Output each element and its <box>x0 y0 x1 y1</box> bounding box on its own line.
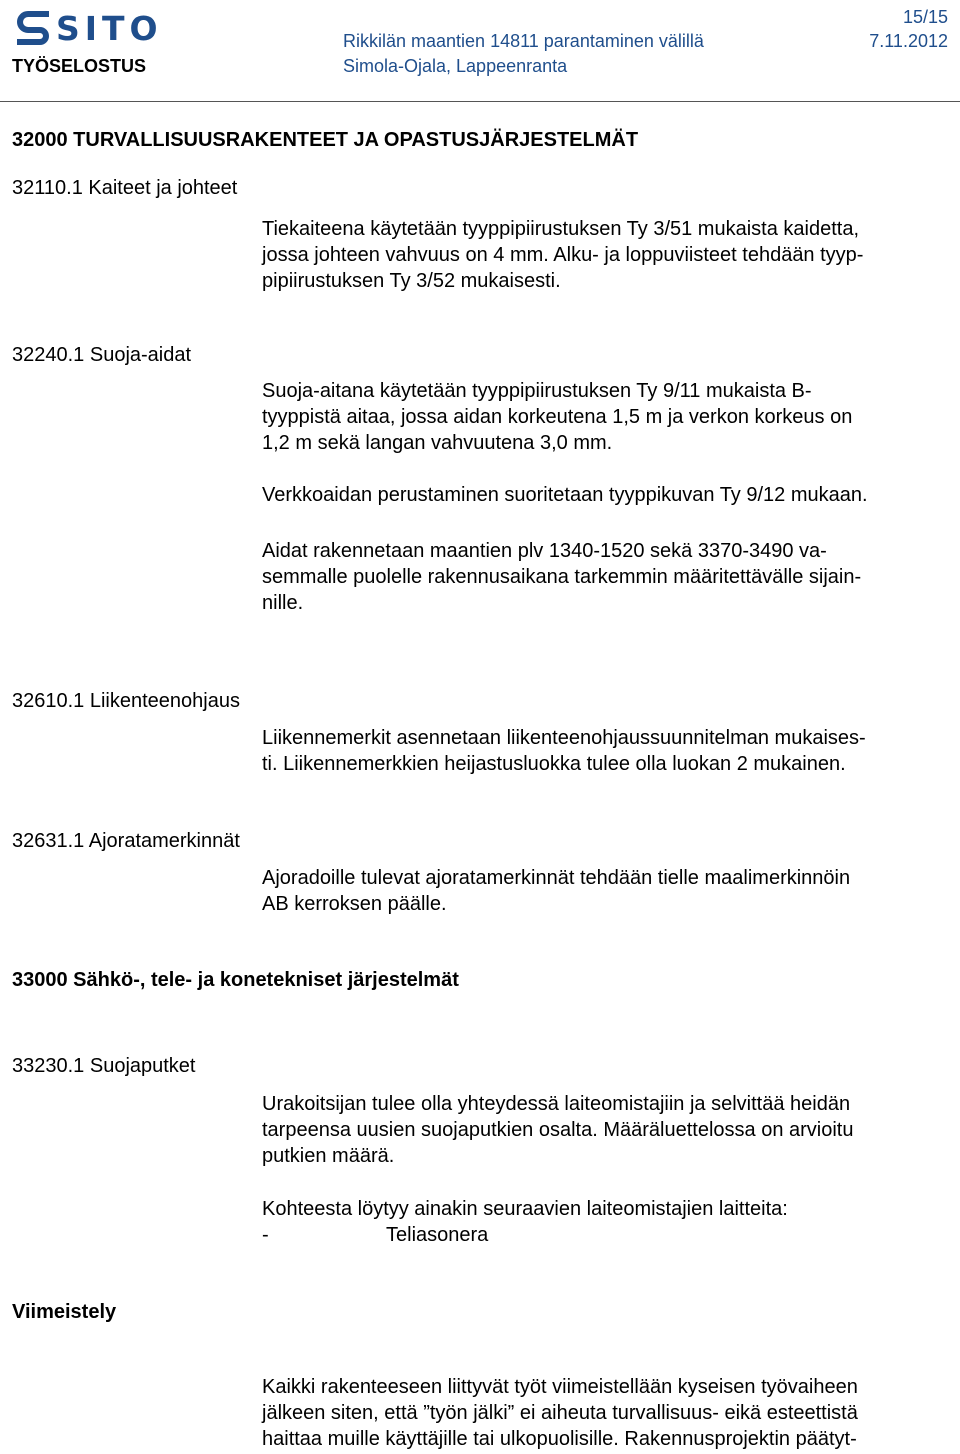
sito-logo <box>14 8 163 48</box>
list-dash: - <box>262 1224 269 1246</box>
text-line: AB kerroksen päälle. <box>262 893 447 915</box>
text-line: tarpeensa uusien suojaputkien osalta. Määräluettelossa on arvioitu <box>262 1119 854 1141</box>
paragraph-kaiteet <box>262 216 960 294</box>
heading-viimeistely: Viimeistely <box>12 1301 117 1323</box>
paragraph-suojaputket-2 <box>262 1196 960 1222</box>
section-title-suoja-aidat: 32240.1 Suoja-aidat <box>12 344 192 366</box>
paragraph-liikenteenohjaus <box>262 725 960 777</box>
text-line: Kaikki rakenteeseen liittyvät työt viimeistellään kyseisen työvaiheen <box>262 1376 858 1398</box>
text-line: 1,2 m sekä langan vahvuutena 3,0 mm. <box>262 432 613 454</box>
section-title-suojaputket: 33230.1 Suojaputket <box>12 1055 196 1077</box>
text-line: Ajoradoille tulevat ajoratamerkinnät tehdään tielle maalimerkinnöin <box>262 867 851 889</box>
text-line: Verkkoaidan perustaminen suoritetaan tyyppikuvan Ty 9/12 mukaan. <box>262 484 868 506</box>
paragraph-suojaputket-1 <box>262 1091 960 1169</box>
text-line: Suoja-aitana käytetään tyyppipiirustuksen Ty 9/11 mukaista B- <box>262 380 812 402</box>
text-line: jossa johteen vahvuus on 4 mm. Alku- ja loppuviisteet tehdään tyyp- <box>262 244 864 266</box>
section-title-kaiteet: 32110.1 Kaiteet ja johteet <box>12 177 238 199</box>
heading-turvallisuus: 32000 TURVALLISUUSRAKENTEET JA OPASTUSJÄRJESTELMÄT <box>12 129 639 151</box>
list-item-teliasonera: Teliasonera <box>386 1224 489 1246</box>
text-line: Aidat rakennetaan maantien plv 1340-1520 sekä 3370-3490 va- <box>262 540 827 562</box>
paragraph-viimeistely <box>262 1374 960 1452</box>
project-title: Rikkilän maantien 14811 parantaminen välillä <box>343 31 704 51</box>
header-divider <box>0 101 960 102</box>
text-line: nille. <box>262 592 304 614</box>
sito-logo-icon <box>14 8 54 48</box>
doc-type: TYÖSELOSTUS <box>12 56 147 76</box>
text-line: putkien määrä. <box>262 1145 395 1167</box>
text-line: haittaa muille käyttäjille tai ulkopuolisille. Rakennusprojektin päätyt- <box>262 1428 857 1450</box>
heading-sahko: 33000 Sähkö-, tele- ja konetekniset järjestelmät <box>12 969 459 991</box>
text-line: tyyppistä aitaa, jossa aidan korkeutena 1,5 m ja verkon korkeus on <box>262 406 853 428</box>
section-title-ajoratamerkinnat: 32631.1 Ajoratamerkinnät <box>12 830 240 852</box>
text-line: jälkeen siten, että ”työn jälki” ei aiheuta turvallisuus- eikä esteettistä <box>262 1402 858 1424</box>
text-line: Kohteesta löytyy ainakin seuraavien laiteomistajien laitteita: <box>262 1198 788 1220</box>
text-line: ti. Liikennemerkkien heijastusluokka tulee olla luokan 2 mukainen. <box>262 753 846 775</box>
paragraph-suoja-3 <box>262 538 960 616</box>
text-line: Liikennemerkit asennetaan liikenteenohjaussuunnitelman mukaises- <box>262 727 866 749</box>
text-line: Urakoitsijan tulee olla yhteydessä laiteomistajiin ja selvittää heidän <box>262 1093 851 1115</box>
text-line: Tiekaiteena käytetään tyyppipiirustuksen Ty 3/51 mukaista kaidetta, <box>262 218 860 240</box>
page-number: 15/15 <box>902 7 948 27</box>
project-location: Simola-Ojala, Lappeenranta <box>343 56 568 76</box>
paragraph-suoja-2 <box>262 482 960 508</box>
text-line: semmalle puolelle rakennusaikana tarkemmin määritettävälle sijain- <box>262 566 862 588</box>
logo-wordmark: SITO <box>56 9 163 48</box>
paragraph-ajoratamerkinnat <box>262 865 960 917</box>
paragraph-suoja-1 <box>262 378 960 456</box>
text-line: pipiirustuksen Ty 3/52 mukaisesti. <box>262 270 561 292</box>
doc-date: 7.11.2012 <box>869 31 948 51</box>
section-title-liikenteenohjaus: 32610.1 Liikenteenohjaus <box>12 690 240 712</box>
